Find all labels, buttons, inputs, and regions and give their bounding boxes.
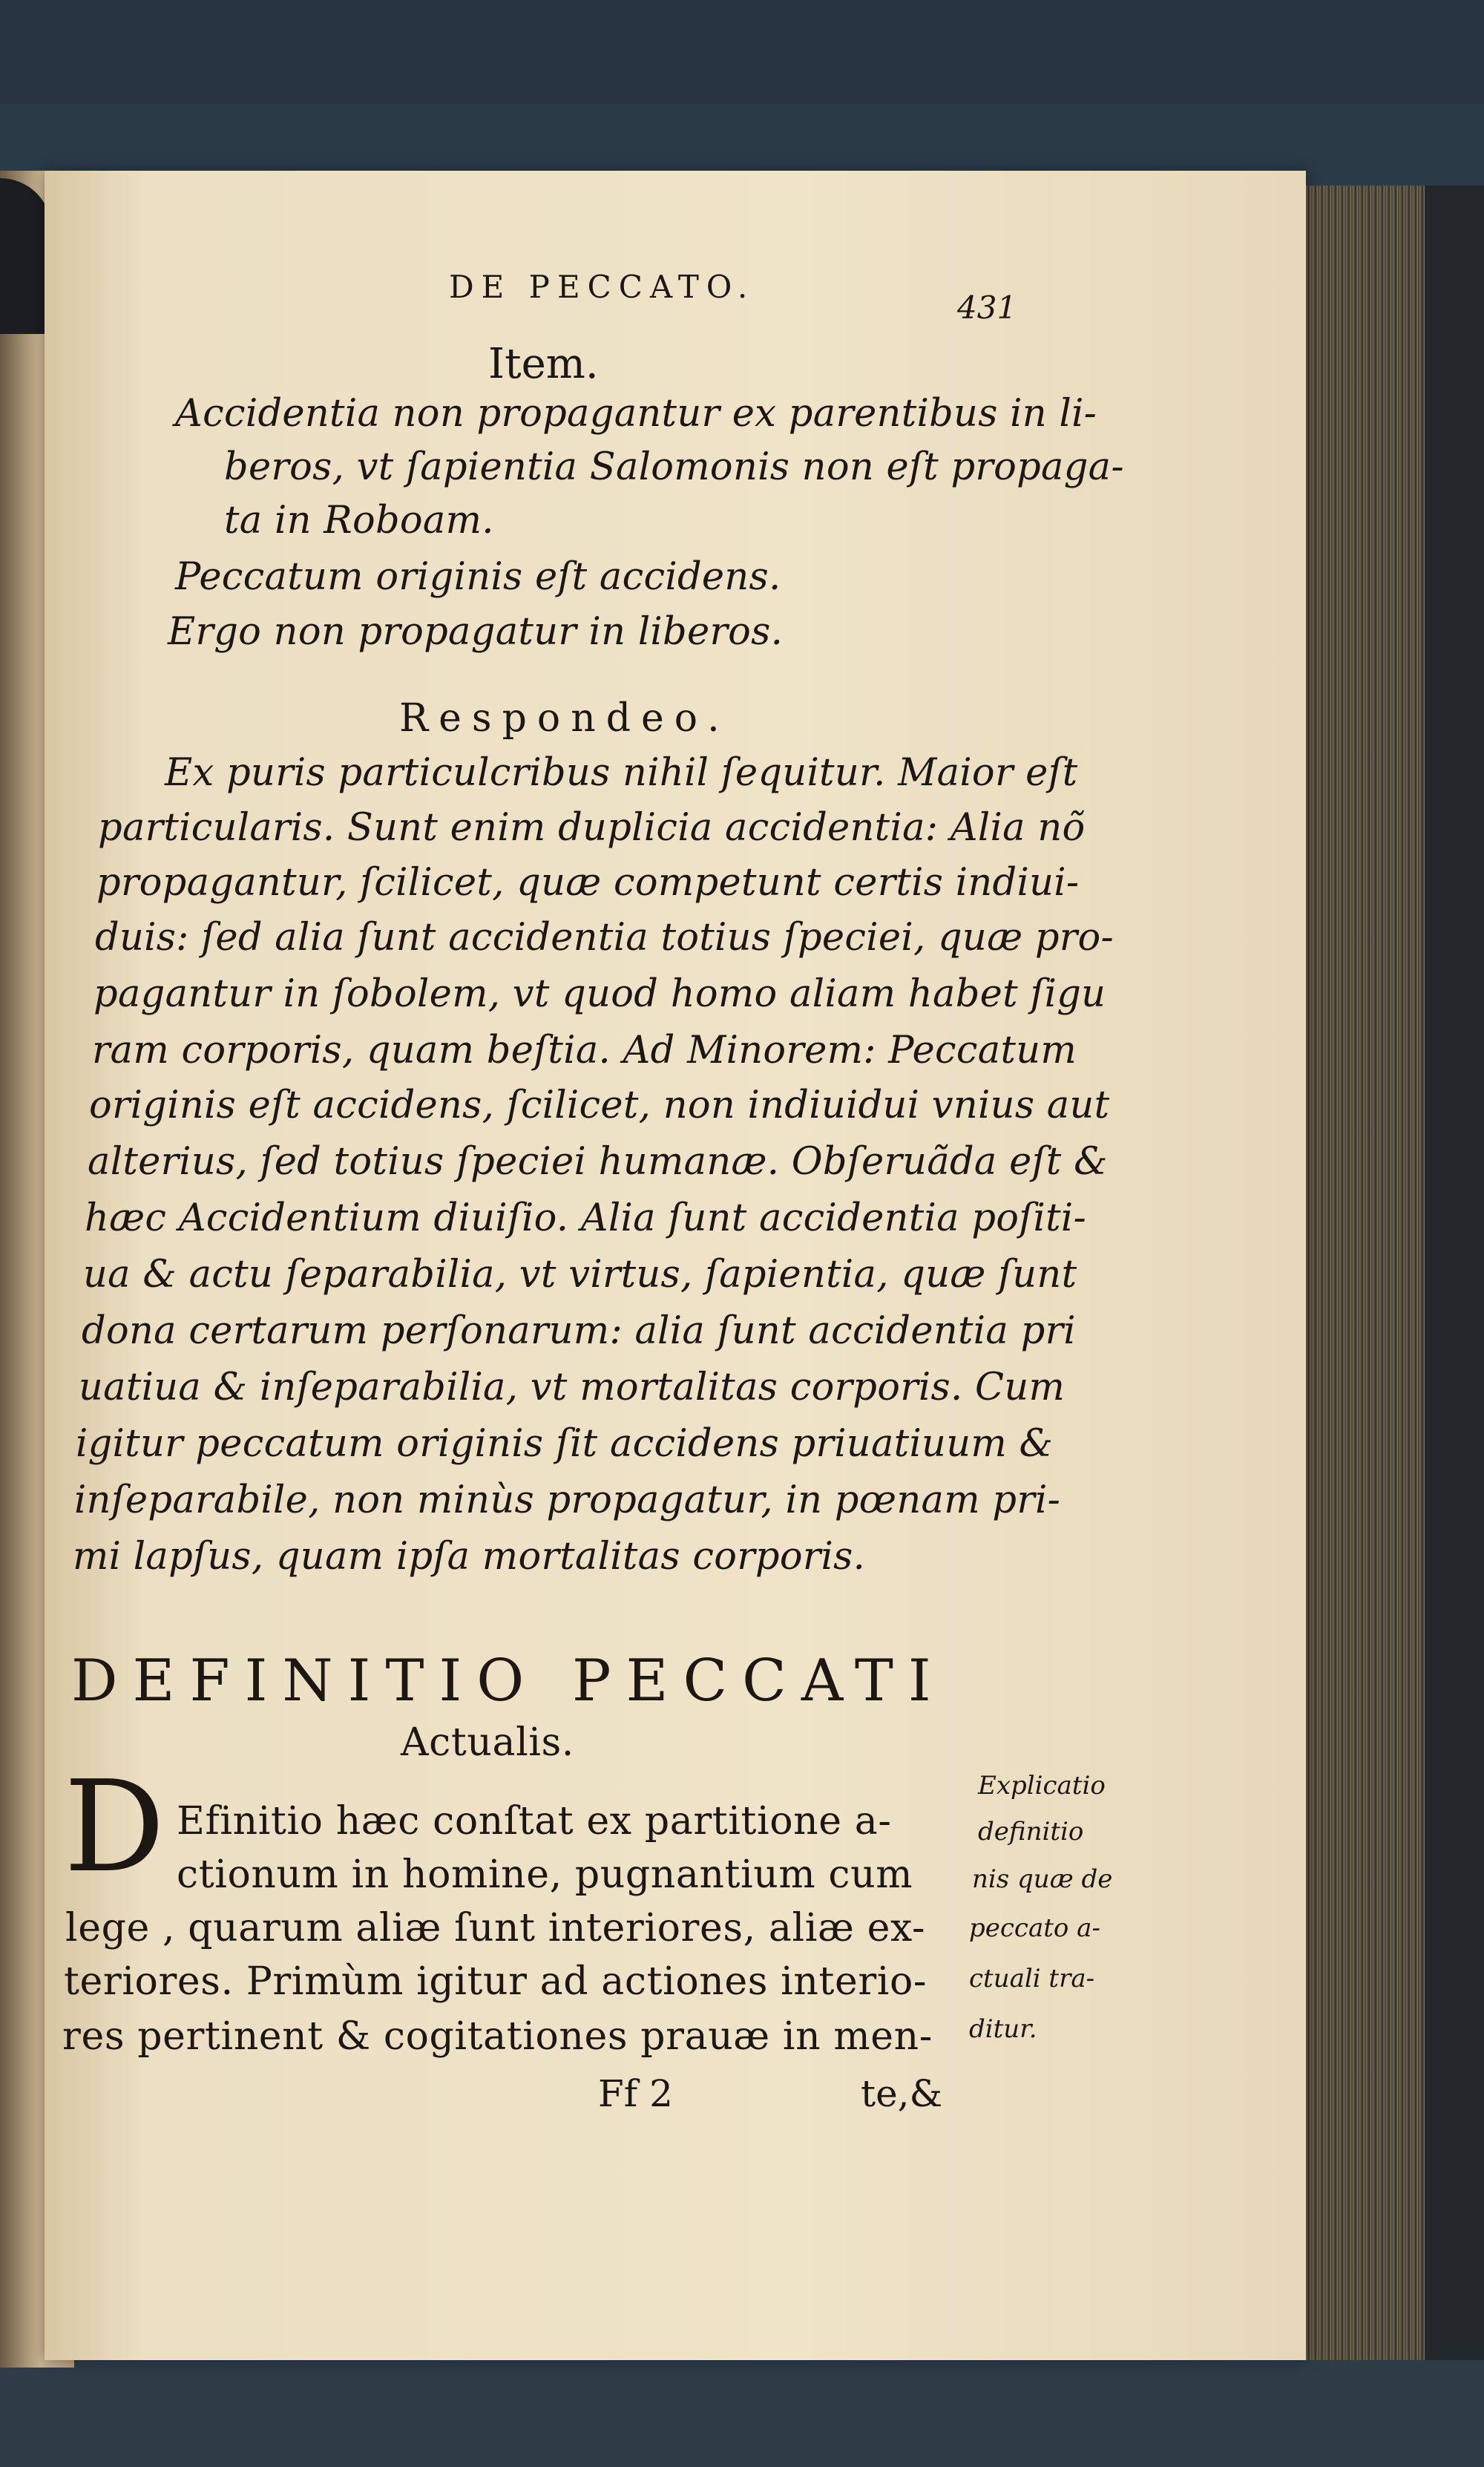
definition-line: ctionum in homine, pugnantium cum [177,1852,913,1897]
drop-capital: D [64,1754,165,1901]
signature-mark: Ff 2 [598,2072,673,2115]
argument-line: Accidentia non propagantur ex parentibus in li- [175,392,1097,436]
marginal-note-line: Explicatio [978,1771,1106,1801]
response-line: ram corporis, quam beſtia. Ad Minorem: Peccatum [92,1029,1077,1072]
response-line: Ex puris particulcribus nihil ſequitur. Maior eſt [165,751,1078,795]
definition-line: res pertinent & cogitationes prauæ in men- [62,2014,933,2059]
marginal-note-line: ditur. [969,2014,1037,2044]
response-line: alterius, ſed totius ſpeciei humanæ. Obſeruãda eſt & [88,1140,1108,1184]
marginal-note-line: nis quæ de [972,1864,1113,1894]
response-line: duis: ſed alia ſunt accidentia totius ſpeciei, quæ pro- [95,916,1114,960]
folio-number: 431 [957,289,1017,326]
response-line: ua & actu ſeparabilia, vt virtus, ſapientia, quæ ſunt [83,1253,1077,1297]
argument-line: Peccatum originis eſt accidens. [175,555,781,599]
definition-line: Efinitio hæc conſtat ex partitione a- [177,1799,892,1844]
response-line: inſeparabile, non minùs propagatur, in pœnam pri- [74,1478,1061,1522]
response-line: originis eſt accidens, ſcilicet, non indiuidui vnius aut [89,1084,1110,1127]
response-line: mi lapſus, quam ipſa mortalitas corporis. [73,1535,866,1579]
item-title: Item. [488,340,599,388]
respondeo-title: Respondeo. [399,696,730,741]
response-line: pagantur in ſobolem, vt quod homo aliam habet ſigu [93,972,1106,1016]
definition-heading: DEFINITIO PECCATI [71,1648,946,1714]
response-line: igitur peccatum originis ſit accidens priuatiuum & [76,1422,1054,1466]
response-line: dona certarum perſonarum: alia ſunt accidentia pri [82,1309,1076,1353]
response-line: particularis. Sunt enim duplicia accidentia: Alia nõ [98,806,1086,850]
marginal-note-line: peccato a- [969,1913,1100,1943]
definition-subheading: Actualis. [401,1720,574,1765]
response-line: uatiua & inſeparabilia, vt mortalitas corporis. Cum [79,1366,1066,1409]
catchword: te,& [861,2072,943,2115]
argument-line: Ergo non propagatur in liberos. [168,610,784,654]
marginal-note-line: ctuali tra- [969,1964,1095,1993]
response-line: hæc Accidentium diuiſio. Alia ſunt accidentia poſiti- [85,1196,1087,1240]
definition-line: lege , quarum aliæ ſunt interiores, aliæ ex- [65,1906,926,1950]
response-line: propagantur, ſcilicet, quæ competunt certis indiui- [96,861,1080,905]
running-head: DE PECCATO. [449,269,755,305]
definition-line: teriores. Primùm igitur ad actiones interio- [64,1959,928,2004]
argument-line: ta in Roboam. [224,499,494,543]
argument-line: beros, vt ſapientia Salomonis non eſt propaga- [224,445,1124,489]
marginal-note-line: definitio [978,1817,1084,1847]
